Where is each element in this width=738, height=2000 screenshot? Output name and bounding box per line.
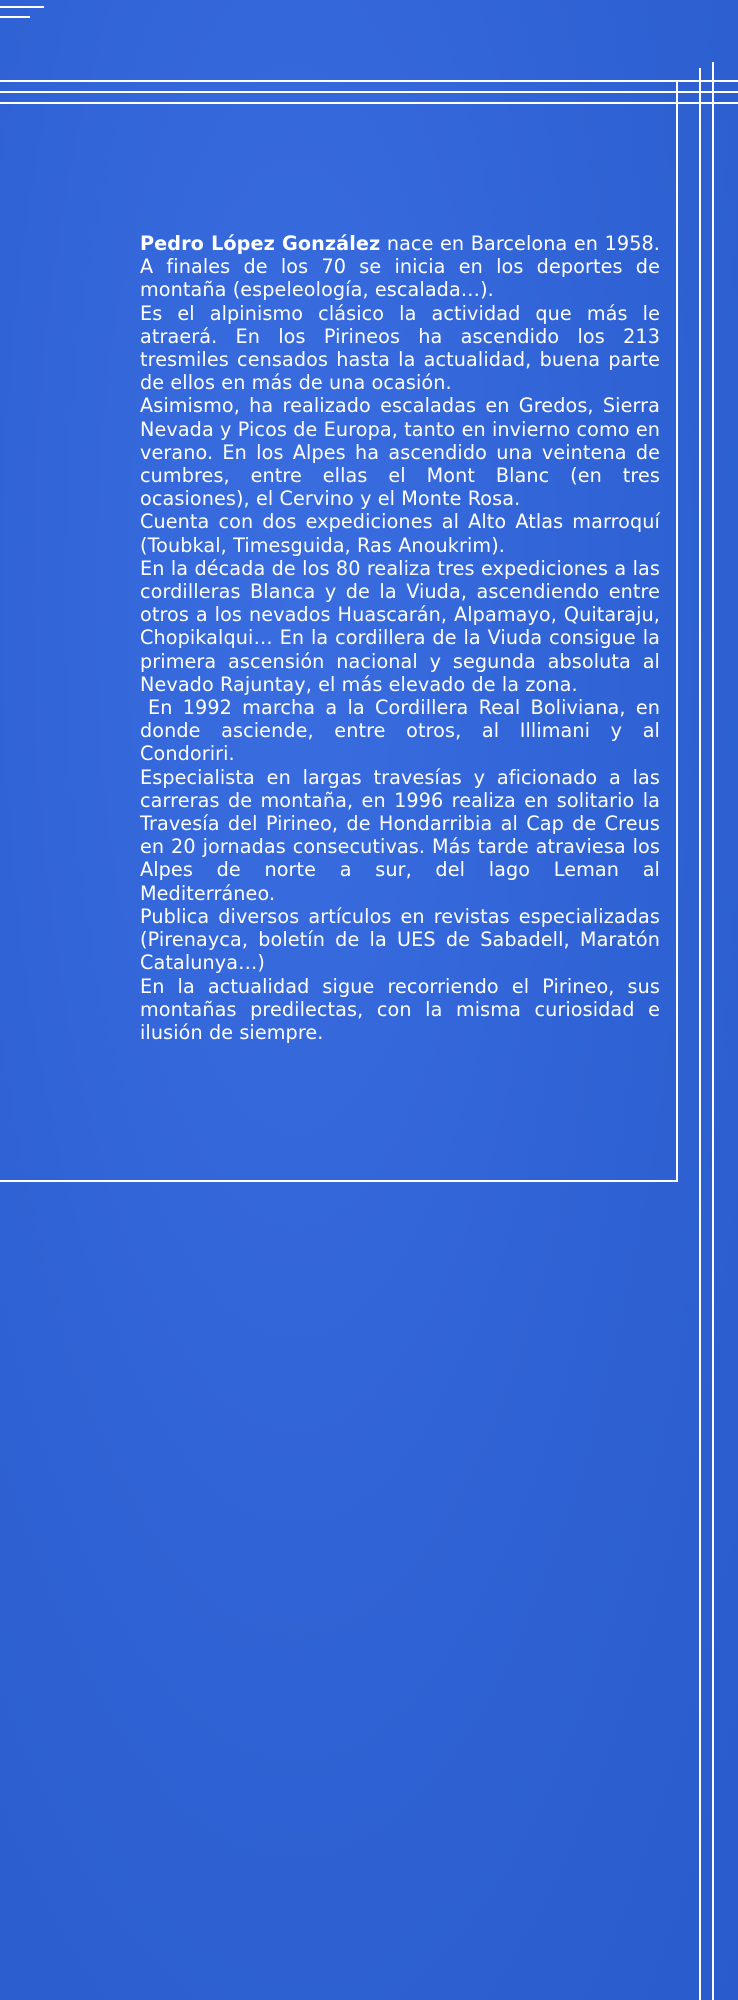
bio-paragraph: Es el alpinismo clásico la actividad que más le atraerá. En los Pirineos ha ascendido los 213 tresmiles censados hasta la actualidad, buena parte de ellos en más de una ocasión.	[140, 301, 660, 395]
author-name: Pedro López González	[140, 232, 381, 255]
bio-paragraph: En 1992 marcha a la Cordillera Real Boliviana, en donde asciende, entre otros, al Illimani y al Condoriri.	[140, 696, 660, 766]
bio-paragraph: Asimismo, ha realizado escaladas en Gredos, Sierra Nevada y Picos de Europa, tanto en invierno como en verano. En los Alpes ha ascendido una veintena de cumbres, entre ellas el Mont Blanc (en tres ocasiones), el Cervino y el Monte Rosa.	[140, 394, 660, 511]
bio-paragraph: En la actualidad sigue recorriendo el Pirineo, sus montañas predilectas, con la misma curiosidad e ilusión de siempre.	[140, 974, 660, 1044]
bio-paragraph: Publica diversos artículos en revistas especializadas (Pirenayca, boletín de la UES de Sabadell, Maratón Catalunya…)	[140, 904, 660, 975]
bio-paragraph: En la década de los 80 realiza tres expediciones a las cordilleras Blanca y de la Viuda, ascendiendo entre otros a los nevados Huascarán, Alpamayo, Quitaraju, Chopikalqui… En la cordillera de la Viuda consigue la primera ascensión nacional y segunda absoluta al Nevado Rajuntay, el más elevado de la zona.	[140, 556, 660, 696]
bio-paragraph-intro	[140, 232, 660, 302]
bio-paragraph: Cuenta con dos expediciones al Alto Atlas marroquí (Toubkal, Timesguida, Ras Anoukrim).	[140, 510, 660, 557]
bio-intro-text: nace en Barcelona en 1958. A finales de los 70 se inicia en los deportes de montaña (espeleología, escalada…).	[140, 232, 661, 302]
biography-text	[140, 232, 660, 1044]
bio-paragraph: Especialista en largas travesías y aficionado a las carreras de montaña, en 1996 realiza en solitario la Travesía del Pirineo, de Hondarribia al Cap de Creus en 20 jornadas consecutivas. Más tarde atraviesa los Alpes de norte a sur, del lago Leman al Mediterráneo.	[140, 765, 660, 905]
